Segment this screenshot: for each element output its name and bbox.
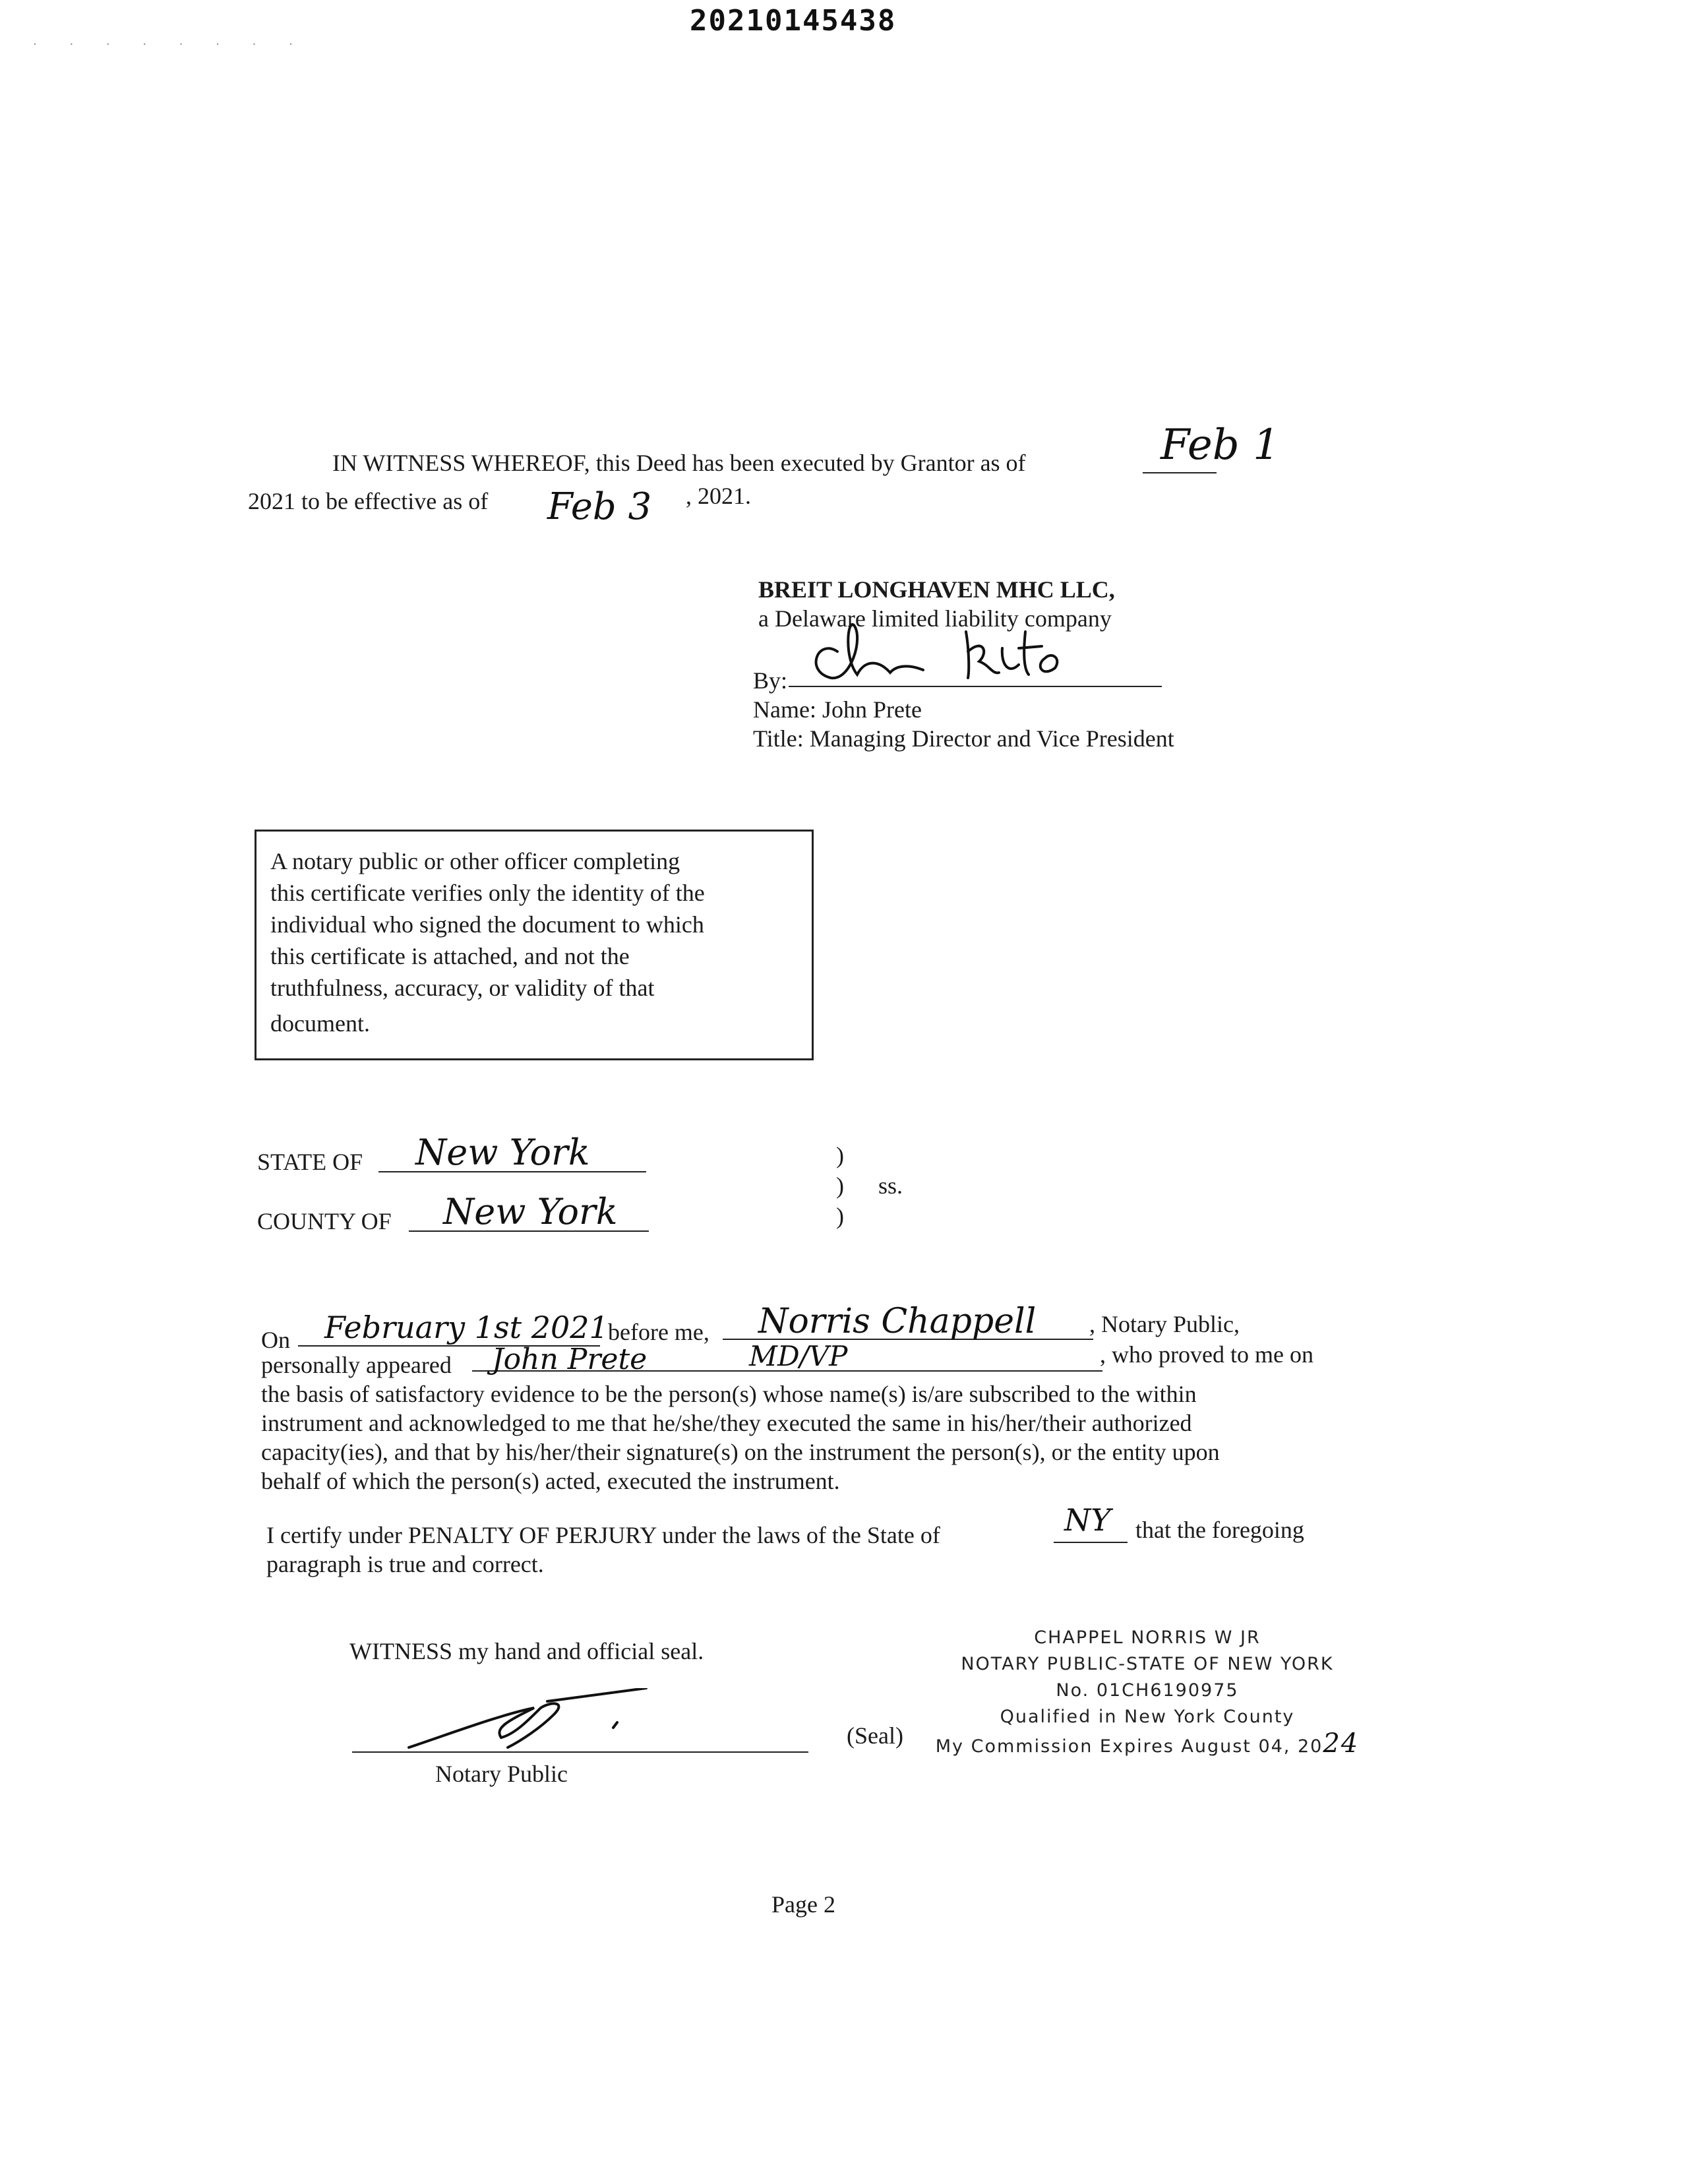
by-label: By:: [753, 667, 788, 694]
stamp-line: No. 01CH6190975: [1056, 1680, 1239, 1701]
scan-artifact-dots: . . . . . . . .: [33, 34, 307, 48]
notary-notice-line: A notary public or other officer completing: [270, 848, 680, 874]
grantor-company-name: BREIT LONGHAVEN MHC LLC,: [758, 576, 1115, 603]
venue-paren: ): [836, 1172, 844, 1199]
cert-state-line: [1054, 1542, 1128, 1543]
notary-notice-line: individual who signed the document to which: [270, 911, 704, 938]
grantor-company-desc: a Delaware limited liability company: [758, 605, 1112, 632]
state-handwritten: New York: [415, 1132, 590, 1173]
signer-title: Title: Managing Director and Vice President: [753, 725, 1174, 752]
appeared-name-handwritten: John Prete: [492, 1343, 648, 1376]
notary-notice-line: document.: [270, 1010, 370, 1037]
notary-notice-line: truthfulness, accuracy, or validity of that: [270, 975, 655, 1001]
venue-paren: ): [836, 1142, 844, 1168]
before-me-label: before me,: [608, 1319, 709, 1345]
certification-text: I certify under PENALTY OF PERJURY under the laws of the State of: [266, 1522, 940, 1548]
ack-body-line: capacity(ies), and that by his/her/their signature(s) on the instrument the person(s), or the entity upon: [261, 1439, 1220, 1465]
ack-body-line: the basis of satisfactory evidence to be the person(s) whose name(s) is/are subscribed to the within: [261, 1381, 1197, 1407]
notary-signature-line: [352, 1751, 808, 1753]
ack-body-line: instrument and acknowledged to me that he/she/they executed the same in his/her/their authorized: [261, 1410, 1192, 1436]
signer-name: Name: John Prete: [753, 696, 922, 723]
page-number: Page 2: [771, 1891, 835, 1918]
notary-stamp: [923, 1625, 1372, 1760]
witness-clause-line2: 2021 to be effective as of: [248, 488, 489, 514]
notary-public-suffix: , Notary Public,: [1089, 1311, 1240, 1337]
on-label: On: [261, 1327, 290, 1353]
grantor-signature: [791, 612, 1068, 691]
executed-date-line: [1143, 472, 1217, 473]
county-handwritten: New York: [443, 1191, 618, 1232]
witness-clause-line2-suffix: , 2021.: [686, 483, 751, 509]
personally-appeared-label: personally appeared: [261, 1352, 452, 1378]
stamp-line: Qualified in New York County: [1000, 1707, 1295, 1727]
stamp-year-handwritten: 24: [1323, 1728, 1360, 1759]
seal-label: (Seal): [847, 1722, 903, 1749]
executed-date-handwritten: Feb 1: [1160, 421, 1280, 470]
stamp-line: CHAPPEL NORRIS W JR: [1034, 1627, 1261, 1648]
stamp-line: NOTARY PUBLIC-STATE OF NEW YORK: [961, 1654, 1334, 1674]
notary-signature: [396, 1688, 659, 1761]
recording-number: 20210145438: [690, 4, 897, 38]
ack-body-line: behalf of which the person(s) acted, executed the instrument.: [261, 1468, 840, 1494]
witness-clause-line1: IN WITNESS WHEREOF, this Deed has been executed by Grantor as of: [332, 450, 1026, 476]
appeared-title-handwritten: MD/VP: [749, 1340, 848, 1372]
who-proved-text: , who proved to me on: [1100, 1341, 1313, 1368]
witness-hand-seal-text: WITNESS my hand and official seal.: [349, 1638, 704, 1664]
state-of-label: STATE OF: [257, 1149, 363, 1175]
notary-notice-line: this certificate verifies only the identity of the: [270, 880, 705, 906]
stamp-line: My Commission Expires August 04, 20: [935, 1736, 1323, 1757]
effective-date-handwritten: Feb 3: [547, 485, 652, 528]
notary-notice-line: this certificate is attached, and not the: [270, 943, 630, 969]
notary-public-label: Notary Public: [435, 1761, 568, 1787]
certification-suffix: that the foregoing: [1135, 1517, 1304, 1543]
ack-date-handwritten: February 1st 2021: [324, 1310, 609, 1345]
certification-line2: paragraph is true and correct.: [266, 1551, 544, 1577]
cert-state-handwritten: NY: [1064, 1502, 1111, 1538]
notary-name-handwritten: Norris Chappell: [758, 1302, 1037, 1341]
ss-label: ss.: [878, 1172, 903, 1199]
venue-paren: ): [836, 1203, 844, 1229]
county-of-label: COUNTY OF: [257, 1208, 392, 1234]
